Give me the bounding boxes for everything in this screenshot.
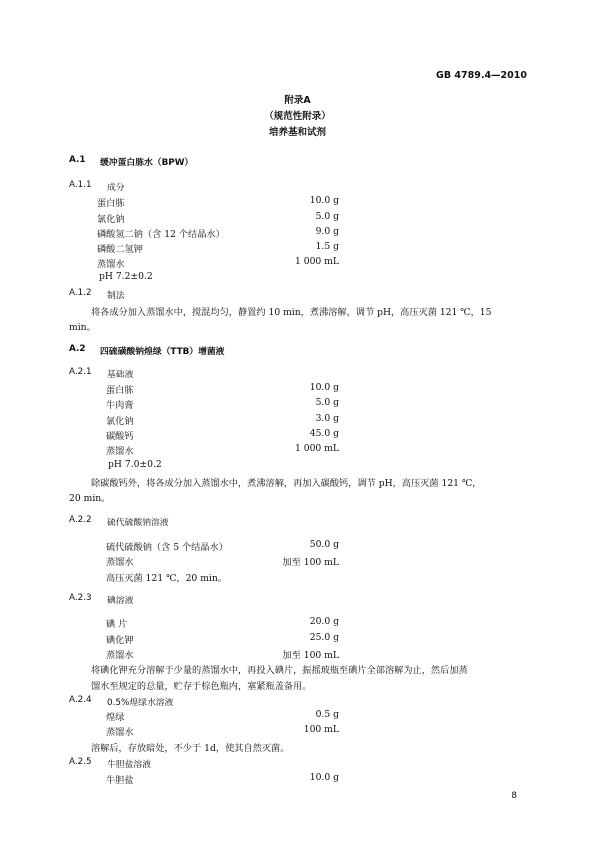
- page-number: 8: [511, 791, 517, 801]
- appendix-title: 附录A: [284, 95, 311, 106]
- section-a25-number: A.2.5: [69, 757, 92, 767]
- ingredient-name: 蛋白胨: [106, 385, 134, 396]
- ingredient-amount: 45.0 g: [309, 428, 339, 439]
- ingredient-name: 煌绿: [106, 712, 125, 723]
- ingredient-amount: 25.0 g: [309, 632, 339, 643]
- section-a23-number: A.2.3: [69, 593, 92, 603]
- ingredient-amount: 10.0 g: [309, 772, 339, 783]
- ingredient-amount: 加至 100 mL: [282, 557, 339, 568]
- section-a1-number: A.1: [69, 155, 86, 165]
- ingredient-name: 磷酸二氢钾: [97, 244, 143, 255]
- ingredient-amount: 1 000 mL: [294, 256, 339, 267]
- procedure-text: 20 min。: [69, 493, 111, 504]
- standard-number: GB 4789.4—2010: [436, 70, 527, 81]
- procedure-text: 将碘化钾充分溶解于少量的蒸馏水中，再投入碘片，振摇玻瓶至碘片全部溶解为止，然后加蒸: [91, 665, 468, 676]
- ingredient-name: 碘 片: [106, 619, 128, 630]
- procedure-text: min。: [69, 322, 96, 333]
- section-a22-number: A.2.2: [69, 515, 92, 525]
- procedure-text: 溶解后，存放暗处，不少于 1d，使其自然灭菌。: [91, 743, 290, 754]
- ingredient-name: 碘化钾: [106, 635, 134, 646]
- ingredient-name: 碳酸钙: [106, 431, 134, 442]
- section-a24-title: 0.5%煌绿水溶液: [107, 698, 174, 708]
- section-a2-title: 四硫磺酸钠煌绿（TTB）增菌液: [100, 347, 225, 357]
- ingredient-name: 蒸馏水: [106, 650, 134, 661]
- ingredient-name: 蒸馏水: [106, 727, 134, 738]
- section-a2-number: A.2: [69, 344, 86, 354]
- ingredient-name: 蒸馏水: [106, 557, 134, 568]
- section-a25-title: 牛胆盐溶液: [107, 760, 151, 770]
- procedure-text: 高压灭菌 121 ℃，20 min。: [106, 573, 227, 584]
- ingredient-name: 硫代硫酸钠（含 5 个结晶水）: [106, 542, 228, 553]
- ingredient-amount: 10.0 g: [309, 195, 339, 206]
- appendix-type: （规范性附录）: [264, 111, 331, 122]
- section-a22-title: 硫代硫酸钠溶液: [107, 518, 169, 528]
- section-a12-number: A.1.2: [69, 288, 92, 298]
- ingredient-amount: 0.5 g: [315, 709, 339, 720]
- ingredient-name: 蒸馏水: [106, 446, 134, 457]
- ingredient-amount: 1 000 mL: [294, 443, 339, 454]
- ingredient-amount: 100 mL: [303, 724, 339, 735]
- ingredient-name: 牛胆盐: [106, 775, 134, 786]
- ingredient-amount: 5.0 g: [315, 397, 339, 408]
- section-a21-number: A.2.1: [69, 367, 92, 377]
- section-a12-title: 制法: [107, 291, 125, 301]
- section-a11-title: 成分: [107, 183, 125, 193]
- ingredient-amount: 10.0 g: [309, 382, 339, 393]
- ph-value: pH 7.2±0.2: [99, 271, 153, 282]
- ingredient-amount: 3.0 g: [315, 413, 339, 424]
- ingredient-amount: 加至 100 mL: [282, 650, 339, 661]
- ph-value: pH 7.0±0.2: [108, 459, 162, 470]
- ingredient-name: 氯化钠: [97, 214, 125, 225]
- ingredient-amount: 50.0 g: [309, 539, 339, 550]
- section-a24-number: A.2.4: [69, 695, 92, 705]
- ingredient-amount: 1.5 g: [315, 241, 339, 252]
- procedure-text: 将各成分加入蒸馏水中，搅混均匀，静置约 10 min，煮沸溶解，调节 pH，高压灭菌 121 ℃，15: [91, 307, 492, 318]
- appendix-subject: 培养基和试剂: [268, 127, 326, 138]
- ingredient-amount: 9.0 g: [315, 226, 339, 237]
- section-a11-number: A.1.1: [69, 180, 92, 190]
- procedure-text: 除碳酸钙外，将各成分加入蒸馏水中，煮沸溶解，再加入碳酸钙，调节 pH，高压灭菌 121 ℃，: [91, 478, 482, 489]
- ingredient-name: 蒸馏水: [97, 259, 125, 270]
- ingredient-amount: 20.0 g: [309, 616, 339, 627]
- ingredient-name: 蛋白胨: [97, 198, 125, 209]
- ingredient-name: 磷酸氢二钠（含 12 个结晶水）: [97, 229, 225, 240]
- ingredient-name: 牛肉膏: [106, 400, 134, 411]
- procedure-text: 馏水至规定的总量，贮存于棕色瓶内，塞紧瓶盖备用。: [91, 681, 312, 692]
- section-a1-title: 缓冲蛋白胨水（BPW）: [100, 158, 194, 168]
- ingredient-name: 氯化钠: [106, 416, 134, 427]
- section-a23-title: 碘溶液: [107, 596, 134, 606]
- section-a21-title: 基础液: [107, 370, 134, 380]
- ingredient-amount: 5.0 g: [315, 211, 339, 222]
